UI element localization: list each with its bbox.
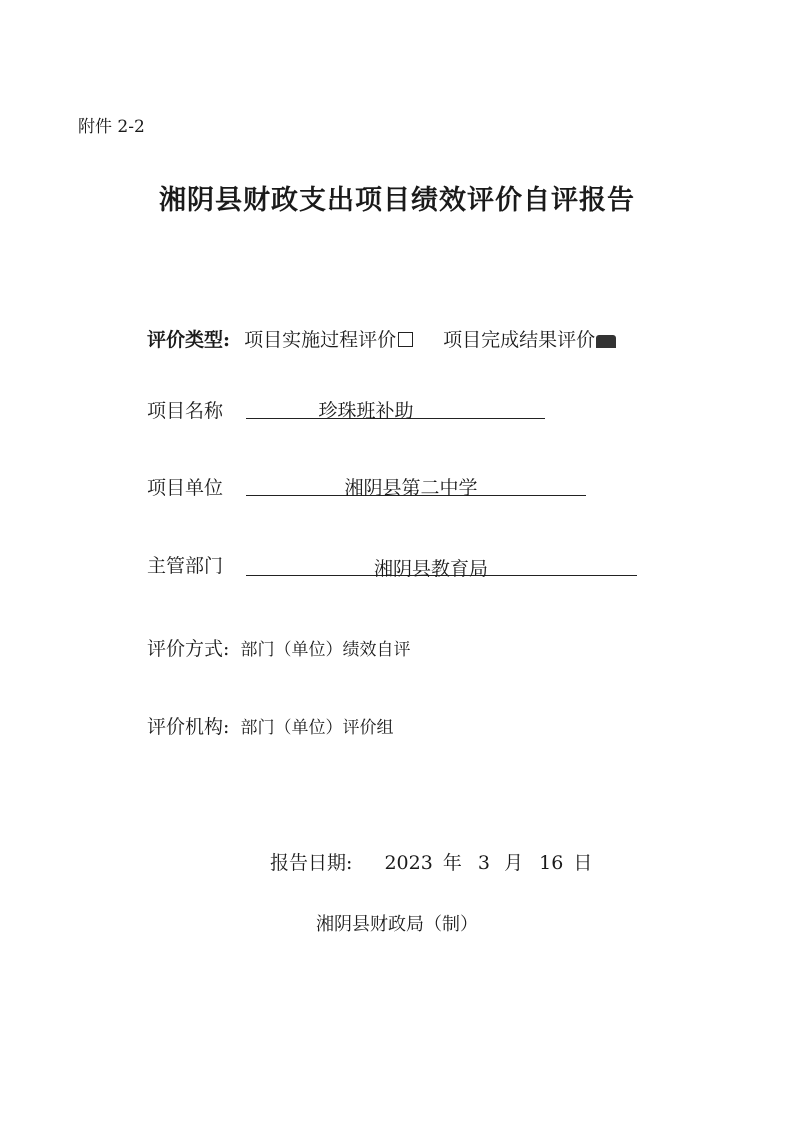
- report-date-month-unit: 月: [504, 852, 524, 874]
- eval-method-label: 评价方式:: [147, 638, 230, 660]
- project-name-value: 珍珠班补助: [318, 400, 414, 422]
- eval-org-value: 部门（单位）评价组: [240, 718, 394, 738]
- eval-method-value: 部门（单位）绩效自评: [240, 640, 411, 660]
- eval-org-label: 评价机构:: [147, 716, 230, 738]
- eval-type-row: [147, 325, 616, 352]
- report-title: 湘阴县财政支出项目绩效评价自评报告: [159, 185, 635, 216]
- result-checked-mark-icon[interactable]: [596, 335, 616, 348]
- supervisor-value: 湘阴县教育局: [373, 558, 488, 580]
- report-date-year-unit: 年: [442, 852, 462, 874]
- project-name-label: 项目名称: [147, 400, 224, 422]
- option-result-label: 项目完成结果评价: [443, 329, 596, 351]
- report-date-month: 3: [477, 852, 491, 874]
- report-date-year: 2023: [384, 852, 433, 874]
- eval-org-row: [147, 712, 394, 739]
- eval-method-row: [147, 634, 411, 661]
- project-unit-label: 项目单位: [147, 477, 224, 499]
- option-process-label: 项目实施过程评价: [244, 329, 397, 351]
- issuer: 湘阴县财政局（制）: [316, 914, 478, 935]
- project-unit-value: 湘阴县第二中学: [344, 477, 478, 499]
- eval-type-label: 评价类型:: [147, 329, 231, 351]
- report-date: [270, 848, 592, 875]
- report-date-label: 报告日期:: [270, 852, 353, 874]
- report-date-day-unit: 日: [573, 852, 593, 874]
- process-checkbox[interactable]: [398, 332, 413, 347]
- supervisor-label: 主管部门: [147, 555, 224, 577]
- report-date-day: 16: [539, 852, 564, 874]
- attachment-label: 附件 2-2: [78, 117, 145, 137]
